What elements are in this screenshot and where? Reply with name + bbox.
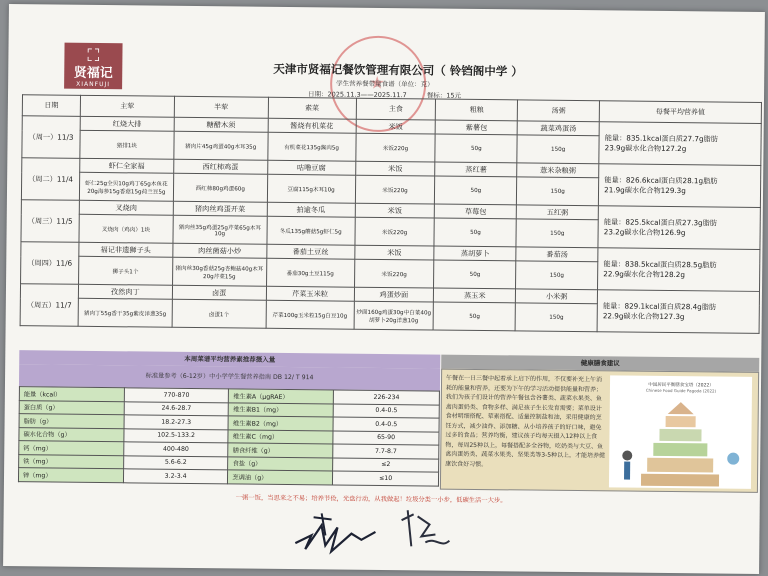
nutrient-label: 膳食纤维（g） <box>228 443 333 458</box>
dish-detail: 芹菜100g玉米粒15g白豆10g <box>266 300 354 329</box>
health-advice-text: 午餐在一日三餐中起着承上启下的作用，不仅要补充上午消耗的能量和营养，还要为下午的学习活动提供能量和营养；我们为孩子们设计的营养午餐包含谷薯类、蔬菜水果类、鱼禽肉蛋奶类、食物多样、满足孩子生长发育需要；菜单设计食材明细搭配、荤素搭配、适量控制盐和油，采用健康的烹饪方式，减少油炸、添加糖、从小培养孩子的好口味，避免过多的食品；营养均衡，建议孩子均每天摄入12种以上食物，每周25种以上，每餐搭配多全谷物，吃奶类与大豆、鱼禽肉蛋奶类、蔬菜水果类、坚果类等3-5种以上，才能培养健康饮食好习惯。 <box>445 374 606 468</box>
nutrient-label: 维生素A（μgRAE） <box>229 389 334 404</box>
dish-name: 酱烧有机菜花 <box>268 118 356 133</box>
nutrient-label: 铁（mg） <box>19 454 124 469</box>
nutrient-label: 食盐（g） <box>228 456 333 471</box>
dish-name: 孜然肉丁 <box>78 284 172 299</box>
dish-detail: 50g <box>434 260 516 289</box>
weekly-menu-table <box>20 94 762 334</box>
dish-detail: 米饭220g <box>355 175 435 204</box>
nutrition-summary <box>599 122 761 166</box>
dish-name: 蒸玉米 <box>434 288 516 303</box>
dish-name: 红烧大排 <box>80 116 174 131</box>
day-cell: （周二）11/4 <box>21 158 79 201</box>
dish-detail: 50g <box>433 302 515 331</box>
dish-detail: 猪肉丁55g香干35g紫皮洋葱35g <box>78 298 172 327</box>
dish-name: 小米粥 <box>516 289 598 304</box>
dish-detail: 150g <box>517 135 599 164</box>
dish-name: 咕噜豆腐 <box>267 160 355 175</box>
dish-detail: 叉烧肉（鸡肉）1块 <box>79 214 173 243</box>
dish-detail: 西红柿80g鸡蛋60g <box>173 173 267 202</box>
nutrient-value: 65-90 <box>333 430 439 445</box>
dish-detail: 米饭220g <box>355 133 435 162</box>
nutrition-line: 能量：835.1kcal蛋白质27.7g脂肪 <box>604 132 718 143</box>
nutrient-value: 400-480 <box>123 442 228 457</box>
nutrition-summary <box>598 206 760 250</box>
dish-name: 卤蛋 <box>172 285 266 300</box>
nutrition-line: 21.9g碳水化合物129.3g <box>604 184 686 195</box>
dish-detail: 150g <box>515 303 597 332</box>
nutrition-summary <box>599 164 761 208</box>
date-range: 日期：2025.11.3——2025.11.7 <box>307 90 407 100</box>
logo-text: 贤福记 <box>73 65 113 82</box>
header-cell: 素菜 <box>268 97 356 119</box>
nutrient-value: 0.4-0.5 <box>333 403 439 418</box>
nutrient-value: 18.2-27.3 <box>124 415 229 430</box>
dish-name: 芹菜玉米粒 <box>266 286 354 301</box>
nutrition-standard-reference: 标准量参考（6-12岁）中小学学生餐营养指南 DB 12/ T 914 <box>19 364 440 390</box>
nutrition-line: 能量：829.1kcal蛋白质28.4g脂肪 <box>602 300 717 311</box>
nutrient-value: 7.7-8.7 <box>333 444 439 459</box>
food-pagoda-image <box>609 375 752 488</box>
day-cell: （周一）11/3 <box>22 116 80 159</box>
nutrition-line: 23.2g碳水化合物126.9g <box>603 226 686 237</box>
dish-name: 肉丝菌菇小炒 <box>173 243 267 258</box>
dish-name: 拍逾冬瓜 <box>267 202 355 217</box>
dish-name: 米饭 <box>356 119 436 134</box>
dish-name: 米饭 <box>355 161 435 176</box>
dish-detail: 番茄30g土豆115g <box>266 258 354 287</box>
nutrient-label: 锌（mg） <box>18 468 123 483</box>
health-advice-panel <box>440 369 759 493</box>
nutrient-value: 770-870 <box>124 388 229 403</box>
document-title: 天津市贤福记餐饮管理有限公司（ 铃铛阁中学 ） <box>273 61 523 79</box>
footer-slogan: 一粥一饭，当思来之不易；培养节俭，光盘行动，从我做起！垃圾分类一小步，低碳生活一大步。 <box>235 494 507 505</box>
nutrient-value: 5.6-6.2 <box>123 455 228 470</box>
dish-detail: 猪肉片45g鸡蛋40g木耳35g <box>174 131 268 160</box>
dish-name: 紫薯包 <box>436 120 518 135</box>
header-cell: 半荤 <box>174 96 268 118</box>
logo-mark-icon: ⛶ <box>87 45 100 67</box>
dish-detail: 炒面160g鸡蛋30g中白菜40g胡萝卜20g洋葱10g <box>354 301 434 330</box>
header-cell: 日期 <box>22 95 80 117</box>
pagoda-subtitle: Chinese Food Guide Pagoda (2022) <box>645 387 717 394</box>
dish-name: 鸡蛋炒面 <box>354 287 434 302</box>
dish-detail: 有机菜花135g酱肉5g <box>267 132 355 161</box>
dish-detail: 150g <box>516 261 598 290</box>
dish-name: 虾仁全家福 <box>80 158 174 173</box>
nutrient-value: ≤10 <box>333 471 439 486</box>
dish-name: 薏米杂粮粥 <box>517 163 599 178</box>
header-cell: 主荤 <box>80 95 174 117</box>
signature-two <box>395 506 456 557</box>
dish-detail: 米饭220g <box>354 259 434 288</box>
pagoda-title: 中国居民平衡膳食宝塔（2022） <box>648 382 714 389</box>
dish-name: 番茄汤 <box>516 247 598 262</box>
header-cell: 汤粥 <box>518 100 600 122</box>
document-subtitle: 学生营养餐带量食谱（单位：克） <box>336 79 434 89</box>
nutrition-line: 22.9g碳水化合物128.2g <box>603 268 686 279</box>
dish-detail: 猪排1块 <box>80 130 174 159</box>
dish-detail: 虾仁25g全贝10g鸡丁65g木鱼花20g海参15g香菇15g荷兰豆5g <box>79 172 173 201</box>
nutrient-value: 226-234 <box>334 390 440 405</box>
nutrient-label: 碳水化合物（g） <box>19 427 124 442</box>
dish-detail: 150g <box>517 177 599 206</box>
menu-sheet <box>3 4 765 574</box>
dish-detail: 50g <box>434 218 516 247</box>
dish-detail: 50g <box>435 134 517 163</box>
nutrition-standard-table <box>18 386 440 486</box>
nutrition-line: 能量：825.5kcal蛋白质27.3g脂肪 <box>603 216 718 227</box>
food-pagoda-icon <box>609 397 752 488</box>
nutrient-label: 能量（kcal） <box>19 387 124 402</box>
dish-name: 米饭 <box>355 203 435 218</box>
dish-detail: 狮子头1个 <box>78 256 172 285</box>
dish-name: 蒸胡萝卜 <box>434 246 516 261</box>
dish-name: 蔬菜鸡蛋汤 <box>517 121 599 136</box>
brand-logo <box>64 43 122 90</box>
nutrient-value: 3.2-3.4 <box>123 469 228 484</box>
nutrient-label: 维生素B2（mg） <box>229 416 334 431</box>
dish-name: 叉烧肉 <box>79 200 173 215</box>
day-cell: （周四）11/6 <box>21 242 79 285</box>
nutrition-line: 22.9g碳水化合物127.3g <box>602 310 685 321</box>
nutrient-label: 蛋白质（g） <box>19 400 124 415</box>
dish-detail: 50g <box>435 176 517 205</box>
nutrition-line: 23.9g碳水化合物127.2g <box>604 142 687 153</box>
nutrient-label: 钙（mg） <box>19 441 124 456</box>
nutrition-line: 能量：826.6kcal蛋白质28.1g脂肪 <box>604 174 718 185</box>
nutrient-label: 脂肪（g） <box>19 414 124 429</box>
dish-detail: 猪肉丝30g香菇25g杏鲍菇40g木耳20g芹菜15g <box>172 257 266 286</box>
nutrient-value: ≤2 <box>333 457 439 472</box>
dish-name: 蒸红薯 <box>435 162 517 177</box>
dish-name: 西红柿鸡蛋 <box>173 159 267 174</box>
logo-pinyin: XIANFUJI <box>76 80 111 89</box>
nutrient-label: 维生素B1（mg） <box>229 402 334 417</box>
dish-name: 福记非遗狮子头 <box>79 242 173 257</box>
dish-detail: 卤蛋1个 <box>172 299 266 328</box>
header-cell: 粗粮 <box>436 99 518 121</box>
nutrition-standard-header: 本周菜谱平均营养素推荐摄入量 <box>19 350 440 368</box>
nutrient-label: 烹调油（g） <box>228 470 333 485</box>
dish-detail: 豆腐115g木耳10g <box>267 174 355 203</box>
dish-detail: 猪肉丝35g鸡蛋25g芹菜65g木耳10g <box>173 215 267 244</box>
header-cell: 主食 <box>356 98 436 120</box>
price-standard: 餐标：15元 <box>426 91 462 100</box>
header-cell: 每餐平均营养值 <box>599 101 761 124</box>
dish-name: 糖醋木须 <box>174 117 268 132</box>
day-cell: （周五）11/7 <box>20 284 78 327</box>
nutrition-summary <box>597 290 759 334</box>
dish-name: 番茄土豆丝 <box>266 244 354 259</box>
nutrient-value: 0.4-0.5 <box>333 417 439 432</box>
nutrition-line: 能量：838.5kcal蛋白质28.5g脂肪 <box>603 258 717 269</box>
nutrient-label: 维生素C（mg） <box>228 429 333 444</box>
dish-name: 五红粥 <box>517 205 599 220</box>
dish-detail: 冬瓜135g蘑菇5g虾仁5g <box>267 216 355 245</box>
dish-detail: 150g <box>516 219 598 248</box>
health-advice-header: 健康膳食建议 <box>441 355 759 372</box>
signature-one <box>291 505 382 556</box>
dish-name: 猪肉丝鸡蛋开菜 <box>173 201 267 216</box>
dish-name: 米饭 <box>354 245 434 260</box>
dish-name: 草莓包 <box>435 204 517 219</box>
day-cell: （周三）11/5 <box>21 200 79 243</box>
nutrition-summary <box>598 248 760 292</box>
nutrient-value: 24.6-28.7 <box>124 401 229 416</box>
dish-detail: 米饭220g <box>354 217 434 246</box>
nutrient-value: 102.5-133.2 <box>124 428 229 443</box>
